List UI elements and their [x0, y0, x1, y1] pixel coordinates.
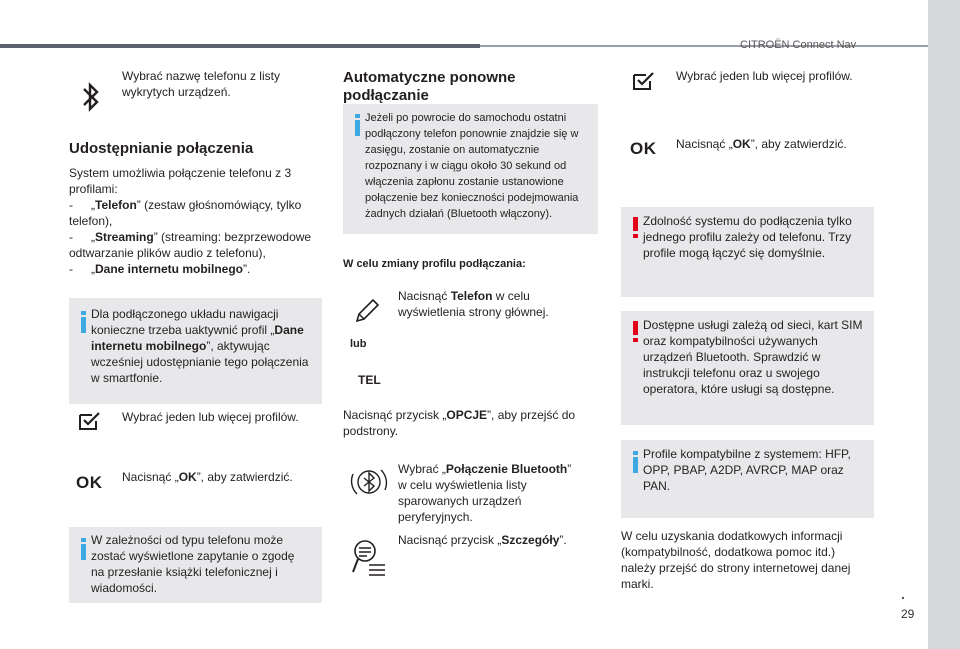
- info-note: [69, 527, 322, 603]
- press-options-text: Nacisnąć przycisk „OPCJE”, aby przejść do podstrony.: [343, 408, 576, 438]
- tel-button-label: TEL: [358, 373, 381, 387]
- section-title-sharing: Udostępnianie połączenia: [69, 140, 254, 157]
- edit-pen-icon: [354, 298, 380, 329]
- info-note-text: Dla podłączonego układu nawigacji konieczne trzeba uaktywnić profil „Dane internetu mobilnego”, aktywując wcześniej udostępnianie tego połączenia w smartfonie.: [91, 307, 309, 385]
- or-label: lub: [350, 338, 367, 350]
- checkbox-icon: [632, 71, 656, 96]
- press-phone-text: Nacisnąć Telefon w celu wyświetlenia strony głównej.: [398, 289, 549, 319]
- info-icon: [77, 538, 91, 560]
- subhead-change-profile: W celu zmiany profilu podłączania:: [343, 258, 526, 270]
- brand-header: CITROËN Connect Nav: [740, 39, 857, 51]
- info-note: [343, 104, 598, 234]
- ok-icon: OK: [76, 473, 103, 492]
- confirm-ok-text: Nacisnąć „OK”, aby zatwierdzić.: [122, 470, 293, 484]
- warning-note: [621, 207, 874, 297]
- right-sidebar: [928, 0, 960, 649]
- warning-note: [621, 311, 874, 425]
- info-note-text: W zależności od typu telefonu może zostać wyświetlone zapytanie o zgodę na przesłanie książki telefonicznej i wiadomości.: [91, 533, 295, 595]
- info-note-text: Jeżeli po powrocie do samochodu ostatni podłączony telefon ponownie znajdzie się w zasięgu, zostanie on automatycznie rozpoznany i w ciągu około 30 sekund od włączenia zapłonu zostanie ustanowione połączenie bez konieczności podejmowania żadnych działań (Bluetooth włączony).: [365, 112, 579, 220]
- profiles-intro: System umożliwia połączenie telefonu z 3 profilami:: [69, 166, 292, 196]
- select-profiles-text: Wybrać jeden lub więcej profilów.: [676, 69, 853, 83]
- info-icon: [629, 451, 643, 473]
- info-note: [621, 440, 874, 518]
- more-info-text: W celu uzyskania dodatkowych informacji (kompatybilność, dodatkowa pomoc itd.) należy przejść do strony internetowej danej marki.: [621, 529, 851, 591]
- info-icon: [77, 311, 91, 333]
- warning-icon: [629, 217, 643, 239]
- info-note: [69, 298, 322, 404]
- bluetooth-connection-icon: [349, 462, 389, 507]
- section-title-reconnect: Automatyczne ponowne podłączanie: [343, 69, 516, 104]
- info-note-text: Profile kompatybilne z systemem: HFP, OPP, PBAP, A2DP, AVRCP, MAP oraz PAN.: [643, 447, 851, 493]
- page-number: 29: [901, 607, 915, 621]
- select-phone-text: Wybrać nazwę telefonu z listy wykrytych urządzeń.: [122, 69, 280, 99]
- header-rule-light: [480, 45, 928, 47]
- profile-list: [69, 197, 319, 277]
- details-icon: [351, 538, 387, 583]
- page-marker: .: [901, 586, 905, 602]
- warning-note-text: Dostępne usługi zależą od sieci, kart SIM oraz kompatybilności używanych urządzeń Bluetooth. Sprawdzić w instrukcji telefonu oraz u swojego operatora, które usługi są dostępne.: [643, 318, 863, 396]
- select-profiles-text: Wybrać jeden lub więcej profilów.: [122, 410, 299, 424]
- list-item: - „Dane internetu mobilnego”.: [69, 262, 251, 276]
- list-item: - „Telefon” (zestaw głośnomówiący, tylko telefon),: [69, 198, 302, 228]
- press-details-text: Nacisnąć przycisk „Szczegóły”.: [398, 533, 567, 547]
- bluetooth-icon: [80, 80, 102, 119]
- warning-note-text: Zdolność systemu do podłączenia tylko jednego profilu zależy od telefonu. Trzy profile mogą łączyć się domyślnie.: [643, 214, 852, 260]
- warning-icon: [629, 321, 643, 343]
- header-rule: [0, 44, 480, 48]
- confirm-ok-text: Nacisnąć „OK”, aby zatwierdzić.: [676, 137, 847, 151]
- checkbox-icon: [78, 411, 102, 436]
- ok-icon: OK: [630, 139, 657, 158]
- list-item: - „Streaming” (streaming: bezprzewodowe odtwarzanie plików audio z telefonu),: [69, 230, 312, 260]
- info-icon: [351, 114, 365, 136]
- select-bluetooth-text: Wybrać „Połączenie Bluetooth” w celu wyświetlenia listy sparowanych urządzeń peryferyjnych.: [398, 462, 572, 524]
